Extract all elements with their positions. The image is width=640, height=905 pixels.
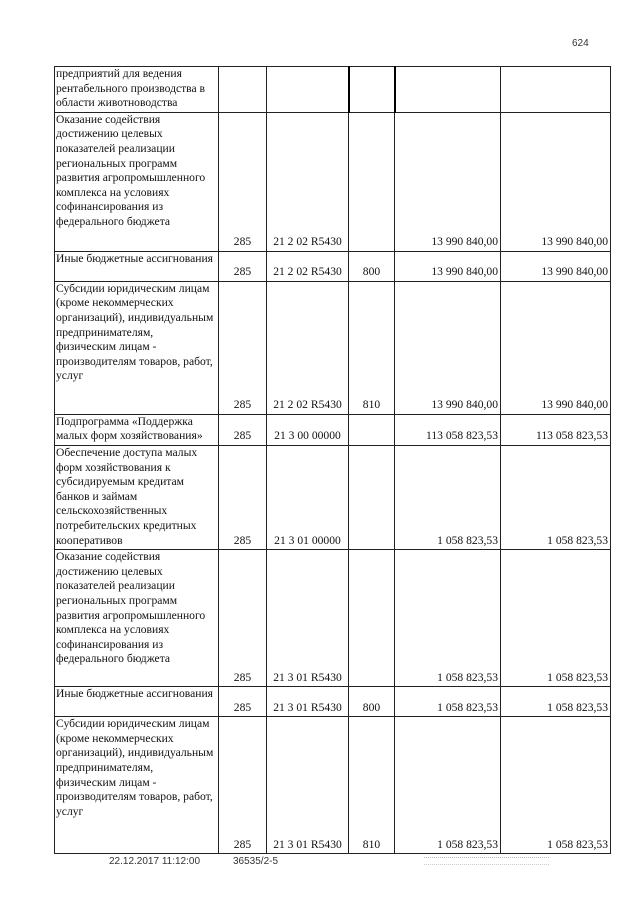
row-sum-1: 13 990 840,00 — [395, 251, 501, 281]
table-row — [55, 687, 611, 717]
row-sum-2: 13 990 840,00 — [501, 281, 611, 414]
row-csr — [267, 67, 349, 113]
row-name: Обеспечение доступа малых форм хозяйствования к субсидируемым кредитам банков и займам сельскохозяйственных потребительских кредитных кооперативов — [55, 445, 219, 549]
row-sum-2: 1 058 823,53 — [501, 550, 611, 687]
row-ministry: 285 — [219, 251, 267, 281]
row-vr: 800 — [349, 687, 395, 717]
footer-doc-code: 36535/2-5 — [233, 856, 279, 867]
registration-stamp-marks — [424, 857, 549, 865]
row-vr — [349, 414, 395, 445]
row-sum-2: 13 990 840,00 — [501, 251, 611, 281]
row-sum-2: 1 058 823,53 — [501, 445, 611, 549]
row-ministry: 285 — [219, 550, 267, 687]
row-csr: 21 2 02 R5430 — [267, 112, 349, 251]
row-csr: 21 3 01 00000 — [267, 445, 349, 549]
footer-timestamp: 22.12.2017 11:12:00 — [109, 856, 201, 867]
page-number: 624 — [572, 38, 589, 49]
row-vr: 810 — [349, 717, 395, 854]
row-sum-1: 1 058 823,53 — [395, 717, 501, 854]
row-ministry: 285 — [219, 281, 267, 414]
row-name: Подпрограмма «Поддержка малых форм хозяйствования» — [55, 414, 219, 445]
row-vr — [349, 67, 395, 113]
table-row — [55, 281, 611, 414]
row-sum-1: 13 990 840,00 — [395, 281, 501, 414]
row-ministry — [219, 67, 267, 113]
row-name: Оказание содействия достижению целевых показателей реализации региональных программ развития агропромышленного комплекса на условиях софинансирования из федерального бюджета — [55, 112, 219, 251]
table-row — [55, 112, 611, 251]
table-row — [55, 550, 611, 687]
budget-table — [54, 66, 611, 854]
row-csr: 21 2 02 R5430 — [267, 251, 349, 281]
row-sum-2: 1 058 823,53 — [501, 687, 611, 717]
row-vr — [349, 445, 395, 549]
table-row — [55, 445, 611, 549]
row-ministry: 285 — [219, 445, 267, 549]
row-vr: 800 — [349, 251, 395, 281]
row-ministry: 285 — [219, 687, 267, 717]
row-ministry: 285 — [219, 414, 267, 445]
row-csr: 21 3 01 R5430 — [267, 717, 349, 854]
row-vr: 810 — [349, 281, 395, 414]
row-csr: 21 3 00 00000 — [267, 414, 349, 445]
row-vr — [349, 550, 395, 687]
row-sum-2: 1 058 823,53 — [501, 717, 611, 854]
row-name: предприятий для ведения рентабельного производства в области животноводства — [55, 67, 219, 113]
row-csr: 21 3 01 R5430 — [267, 550, 349, 687]
row-sum-1 — [395, 67, 501, 113]
row-vr — [349, 112, 395, 251]
row-sum-1: 13 990 840,00 — [395, 112, 501, 251]
row-name: Иные бюджетные ассигнования — [55, 251, 219, 281]
row-sum-1: 113 058 823,53 — [395, 414, 501, 445]
row-sum-2: 13 990 840,00 — [501, 112, 611, 251]
table-row — [55, 67, 611, 113]
table-row — [55, 414, 611, 445]
row-csr: 21 2 02 R5430 — [267, 281, 349, 414]
row-sum-1: 1 058 823,53 — [395, 687, 501, 717]
table-row — [55, 717, 611, 854]
row-name: Субсидии юридическим лицам (кроме некоммерческих организаций), индивидуальным предпринимателям, физическим лицам - производителям товаров, работ, услуг — [55, 281, 219, 414]
row-name: Оказание содействия достижению целевых показателей реализации региональных программ развития агропромышленного комплекса на условиях софинансирования из федерального бюджета — [55, 550, 219, 687]
row-name: Субсидии юридическим лицам (кроме некоммерческих организаций), индивидуальным предпринимателям, физическим лицам - производителям товаров, работ, услуг — [55, 717, 219, 854]
table-row — [55, 251, 611, 281]
row-csr: 21 3 01 R5430 — [267, 687, 349, 717]
row-sum-1: 1 058 823,53 — [395, 445, 501, 549]
row-ministry: 285 — [219, 717, 267, 854]
row-sum-2 — [501, 67, 611, 113]
row-sum-1: 1 058 823,53 — [395, 550, 501, 687]
row-name: Иные бюджетные ассигнования — [55, 687, 219, 717]
row-sum-2: 113 058 823,53 — [501, 414, 611, 445]
row-ministry: 285 — [219, 112, 267, 251]
